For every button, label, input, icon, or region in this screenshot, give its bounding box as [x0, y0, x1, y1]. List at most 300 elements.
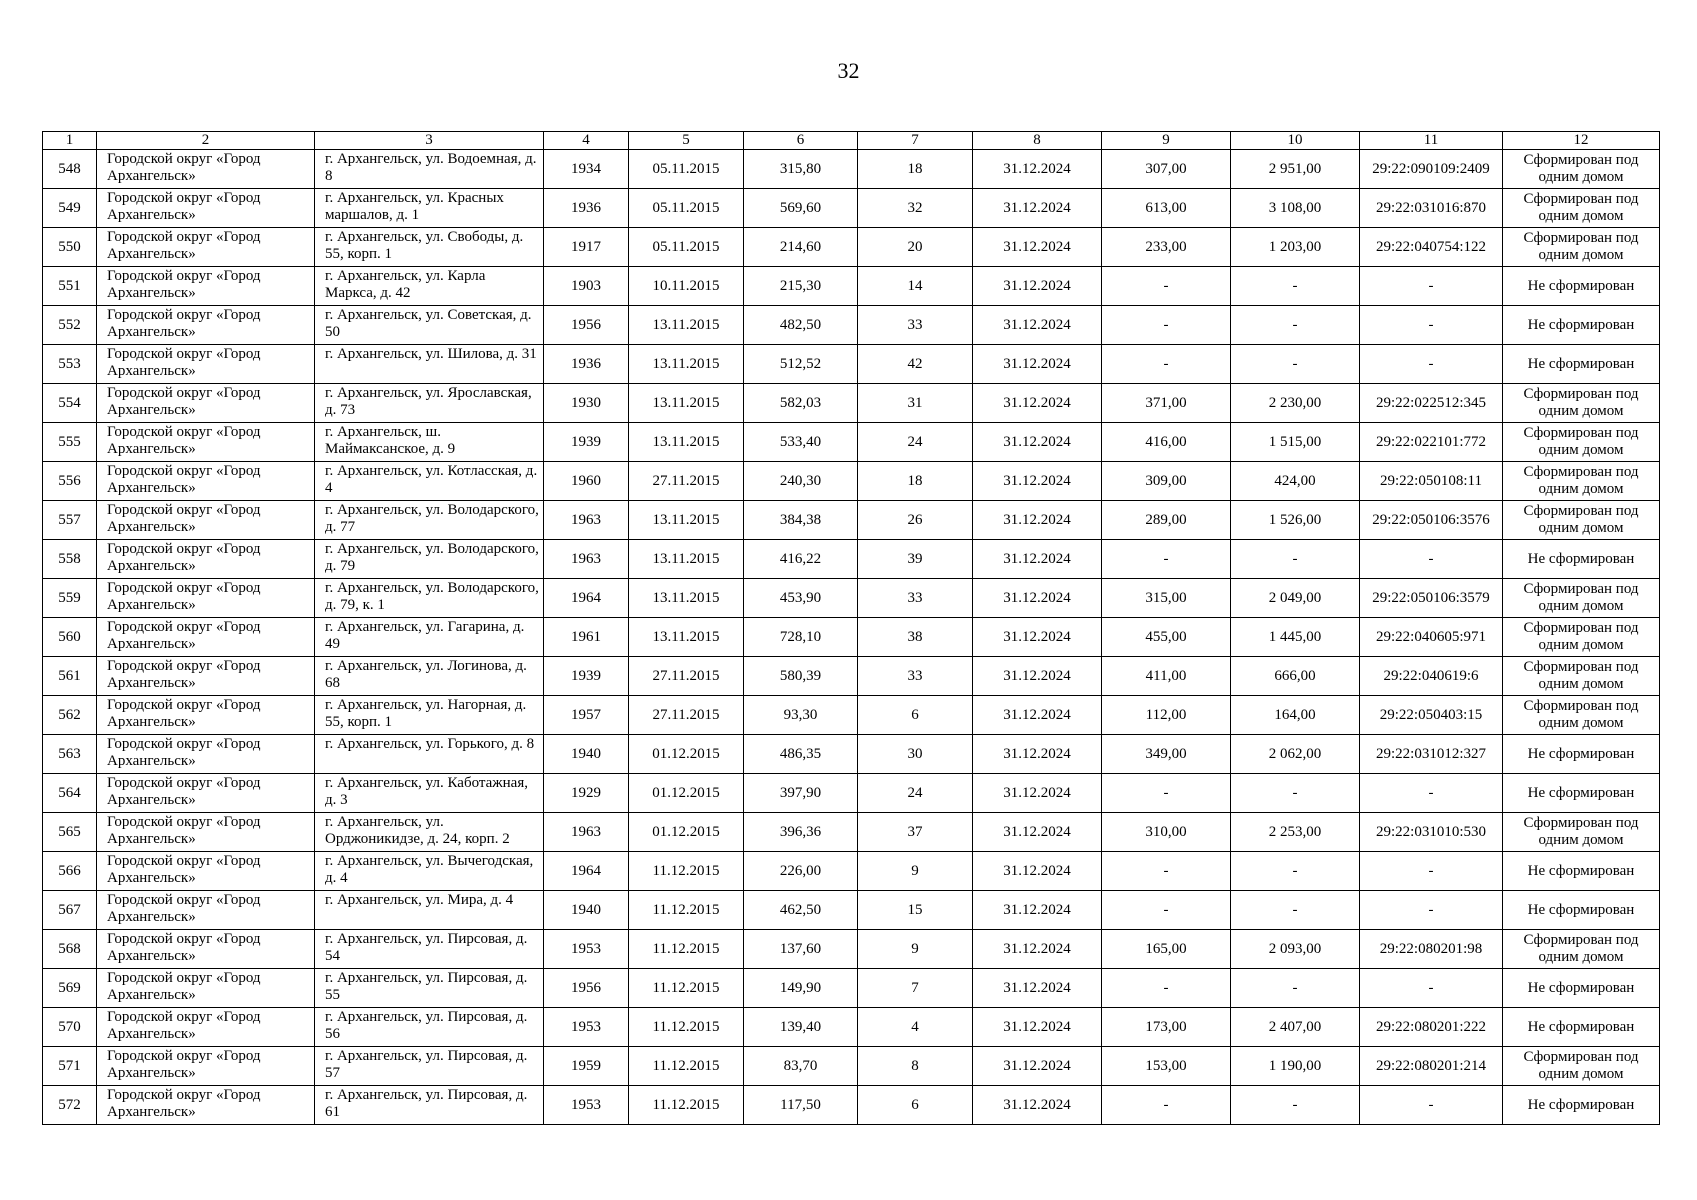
cell-year: 1963: [544, 540, 629, 579]
cell-owner: Городской округ «Город Архангельск»: [97, 462, 315, 501]
cell-date-recognized: 13.11.2015: [629, 306, 744, 345]
cell-owner: Городской округ «Город Архангельск»: [97, 1086, 315, 1125]
cell-date-recognized: 11.12.2015: [629, 969, 744, 1008]
cell-resettlement-deadline: 31.12.2024: [973, 813, 1102, 852]
cell-land-area: 173,00: [1102, 1008, 1231, 1047]
cell-land-area: 315,00: [1102, 579, 1231, 618]
cell-residents: 20: [858, 228, 973, 267]
cell-area: 728,10: [744, 618, 858, 657]
cell-land-area: -: [1102, 540, 1231, 579]
cell-date-recognized: 05.11.2015: [629, 228, 744, 267]
table-row: [43, 618, 1660, 657]
cell-address: г. Архангельск, ш. Маймаксанское, д. 9: [315, 423, 544, 462]
cell-resettlement-deadline: 31.12.2024: [973, 891, 1102, 930]
cell-row-number: 558: [43, 540, 97, 579]
cell-land-status: Сформирован под одним домом: [1503, 462, 1660, 501]
cell-date-recognized: 11.12.2015: [629, 1086, 744, 1125]
page-number: 32: [837, 58, 860, 83]
cell-row-number: 559: [43, 579, 97, 618]
cell-cadastral-value: -: [1231, 540, 1360, 579]
cell-owner: Городской округ «Город Архангельск»: [97, 852, 315, 891]
cell-row-number: 564: [43, 774, 97, 813]
cell-year: 1939: [544, 657, 629, 696]
table-row: [43, 267, 1660, 306]
cell-date-recognized: 11.12.2015: [629, 1047, 744, 1086]
cell-cadastral-value: 1 190,00: [1231, 1047, 1360, 1086]
cell-row-number: 567: [43, 891, 97, 930]
cell-address: г. Архангельск, ул. Карла Маркса, д. 42: [315, 267, 544, 306]
cell-row-number: 565: [43, 813, 97, 852]
cell-date-recognized: 11.12.2015: [629, 891, 744, 930]
cell-date-recognized: 27.11.2015: [629, 657, 744, 696]
cell-owner: Городской округ «Город Архангельск»: [97, 150, 315, 189]
cell-row-number: 568: [43, 930, 97, 969]
cell-cadastral-number: -: [1360, 345, 1503, 384]
cell-cadastral-number: -: [1360, 267, 1503, 306]
cell-area: 416,22: [744, 540, 858, 579]
cell-cadastral-value: 2 407,00: [1231, 1008, 1360, 1047]
table-row: [43, 735, 1660, 774]
cell-address: г. Архангельск, ул. Пирсовая, д. 61: [315, 1086, 544, 1125]
cell-date-recognized: 13.11.2015: [629, 540, 744, 579]
column-header-date-recognized: 5: [629, 132, 744, 150]
cell-address: г. Архангельск, ул. Водоемная, д. 8: [315, 150, 544, 189]
cell-address: г. Архангельск, ул. Вычегодская, д. 4: [315, 852, 544, 891]
cell-cadastral-value: -: [1231, 774, 1360, 813]
cell-address: г. Архангельск, ул. Свободы, д. 55, корп. 1: [315, 228, 544, 267]
cell-resettlement-deadline: 31.12.2024: [973, 150, 1102, 189]
cell-land-status: Не сформирован: [1503, 969, 1660, 1008]
table-row: [43, 306, 1660, 345]
cell-land-status: Сформирован под одним домом: [1503, 1047, 1660, 1086]
cell-owner: Городской округ «Город Архангельск»: [97, 1008, 315, 1047]
column-header-resettlement-deadline: 8: [973, 132, 1102, 150]
cell-owner: Городской округ «Город Архангельск»: [97, 1047, 315, 1086]
cell-area: 83,70: [744, 1047, 858, 1086]
table-row: [43, 189, 1660, 228]
table-row: [43, 384, 1660, 423]
cell-land-status: Не сформирован: [1503, 306, 1660, 345]
cell-owner: Городской округ «Город Архангельск»: [97, 189, 315, 228]
cell-resettlement-deadline: 31.12.2024: [973, 696, 1102, 735]
cell-year: 1934: [544, 150, 629, 189]
cell-year: 1929: [544, 774, 629, 813]
cell-cadastral-number: 29:22:031010:530: [1360, 813, 1503, 852]
cell-land-area: 153,00: [1102, 1047, 1231, 1086]
cell-cadastral-value: 2 093,00: [1231, 930, 1360, 969]
cell-land-area: 233,00: [1102, 228, 1231, 267]
header-row: [43, 132, 1660, 150]
cell-row-number: 569: [43, 969, 97, 1008]
cell-residents: 31: [858, 384, 973, 423]
cell-year: 1956: [544, 306, 629, 345]
cell-cadastral-number: 29:22:040619:6: [1360, 657, 1503, 696]
cell-address: г. Архангельск, ул. Советская, д. 50: [315, 306, 544, 345]
cell-owner: Городской округ «Город Архангельск»: [97, 696, 315, 735]
cell-land-status: Сформирован под одним домом: [1503, 813, 1660, 852]
cell-row-number: 556: [43, 462, 97, 501]
column-header-year: 4: [544, 132, 629, 150]
cell-owner: Городской округ «Город Архангельск»: [97, 735, 315, 774]
cell-area: 149,90: [744, 969, 858, 1008]
cell-resettlement-deadline: 31.12.2024: [973, 540, 1102, 579]
cell-year: 1936: [544, 189, 629, 228]
cell-owner: Городской округ «Город Архангельск»: [97, 345, 315, 384]
column-header-land-area: 9: [1102, 132, 1231, 150]
cell-resettlement-deadline: 31.12.2024: [973, 852, 1102, 891]
cell-area: 117,50: [744, 1086, 858, 1125]
cell-owner: Городской округ «Город Архангельск»: [97, 384, 315, 423]
cell-resettlement-deadline: 31.12.2024: [973, 228, 1102, 267]
cell-cadastral-value: 666,00: [1231, 657, 1360, 696]
cell-residents: 8: [858, 1047, 973, 1086]
cell-cadastral-number: 29:22:031016:870: [1360, 189, 1503, 228]
cell-row-number: 566: [43, 852, 97, 891]
cell-row-number: 562: [43, 696, 97, 735]
cell-row-number: 572: [43, 1086, 97, 1125]
cell-land-area: -: [1102, 1086, 1231, 1125]
cell-owner: Городской округ «Город Архангельск»: [97, 501, 315, 540]
cell-land-status: Не сформирован: [1503, 1086, 1660, 1125]
cell-area: 396,36: [744, 813, 858, 852]
cell-cadastral-value: 2 951,00: [1231, 150, 1360, 189]
cell-row-number: 560: [43, 618, 97, 657]
cell-resettlement-deadline: 31.12.2024: [973, 1008, 1102, 1047]
cell-date-recognized: 13.11.2015: [629, 345, 744, 384]
cell-address: г. Архангельск, ул. Нагорная, д. 55, корп. 1: [315, 696, 544, 735]
cell-year: 1960: [544, 462, 629, 501]
cell-land-status: Сформирован под одним домом: [1503, 189, 1660, 228]
cell-area: 580,39: [744, 657, 858, 696]
cell-area: 582,03: [744, 384, 858, 423]
cell-area: 137,60: [744, 930, 858, 969]
cell-land-area: -: [1102, 852, 1231, 891]
cell-area: 533,40: [744, 423, 858, 462]
cell-residents: 42: [858, 345, 973, 384]
cell-address: г. Архангельск, ул. Володарского, д. 77: [315, 501, 544, 540]
cell-land-area: 289,00: [1102, 501, 1231, 540]
cell-resettlement-deadline: 31.12.2024: [973, 462, 1102, 501]
cell-cadastral-number: 29:22:022101:772: [1360, 423, 1503, 462]
cell-resettlement-deadline: 31.12.2024: [973, 657, 1102, 696]
cell-year: 1940: [544, 735, 629, 774]
cell-land-area: -: [1102, 969, 1231, 1008]
cell-owner: Городской округ «Город Архангельск»: [97, 579, 315, 618]
cell-resettlement-deadline: 31.12.2024: [973, 1086, 1102, 1125]
cell-cadastral-value: 2 253,00: [1231, 813, 1360, 852]
cell-land-status: Сформирован под одним домом: [1503, 423, 1660, 462]
cell-cadastral-number: -: [1360, 1086, 1503, 1125]
cell-date-recognized: 01.12.2015: [629, 774, 744, 813]
cell-land-status: Сформирован под одним домом: [1503, 618, 1660, 657]
cell-address: г. Архангельск, ул. Горького, д. 8: [315, 735, 544, 774]
table-row: [43, 540, 1660, 579]
cell-land-status: Сформирован под одним домом: [1503, 150, 1660, 189]
cell-area: 486,35: [744, 735, 858, 774]
cell-resettlement-deadline: 31.12.2024: [973, 384, 1102, 423]
cell-year: 1903: [544, 267, 629, 306]
cell-area: 315,80: [744, 150, 858, 189]
cell-land-area: 371,00: [1102, 384, 1231, 423]
cell-date-recognized: 13.11.2015: [629, 579, 744, 618]
cell-resettlement-deadline: 31.12.2024: [973, 423, 1102, 462]
cell-row-number: 548: [43, 150, 97, 189]
cell-residents: 9: [858, 930, 973, 969]
cell-owner: Городской округ «Город Архангельск»: [97, 657, 315, 696]
table-row: [43, 969, 1660, 1008]
cell-cadastral-number: 29:22:022512:345: [1360, 384, 1503, 423]
cell-address: г. Архангельск, ул. Ярославская, д. 73: [315, 384, 544, 423]
cell-cadastral-number: 29:22:050106:3579: [1360, 579, 1503, 618]
cell-area: 482,50: [744, 306, 858, 345]
cell-cadastral-number: -: [1360, 774, 1503, 813]
cell-cadastral-value: -: [1231, 306, 1360, 345]
cell-date-recognized: 13.11.2015: [629, 423, 744, 462]
table-row: [43, 423, 1660, 462]
cell-residents: 15: [858, 891, 973, 930]
cell-area: 215,30: [744, 267, 858, 306]
column-header-residents: 7: [858, 132, 973, 150]
cell-cadastral-value: -: [1231, 891, 1360, 930]
column-header-cadastral-number: 11: [1360, 132, 1503, 150]
cell-date-recognized: 05.11.2015: [629, 150, 744, 189]
cell-date-recognized: 27.11.2015: [629, 462, 744, 501]
cell-cadastral-value: 2 230,00: [1231, 384, 1360, 423]
cell-area: 512,52: [744, 345, 858, 384]
cell-date-recognized: 13.11.2015: [629, 501, 744, 540]
cell-cadastral-number: 29:22:050403:15: [1360, 696, 1503, 735]
cell-land-status: Не сформирован: [1503, 540, 1660, 579]
table-row: [43, 150, 1660, 189]
cell-owner: Городской округ «Город Архангельск»: [97, 774, 315, 813]
cell-land-area: 455,00: [1102, 618, 1231, 657]
cell-row-number: 551: [43, 267, 97, 306]
cell-residents: 24: [858, 423, 973, 462]
cell-residents: 14: [858, 267, 973, 306]
cell-date-recognized: 01.12.2015: [629, 813, 744, 852]
cell-cadastral-number: 29:22:080201:222: [1360, 1008, 1503, 1047]
cell-owner: Городской округ «Город Архангельск»: [97, 618, 315, 657]
cell-owner: Городской округ «Город Архангельск»: [97, 813, 315, 852]
cell-land-area: 112,00: [1102, 696, 1231, 735]
cell-address: г. Архангельск, ул. Логинова, д. 68: [315, 657, 544, 696]
cell-land-status: Не сформирован: [1503, 774, 1660, 813]
cell-address: г. Архангельск, ул. Орджоникидзе, д. 24, корп. 2: [315, 813, 544, 852]
cell-date-recognized: 11.12.2015: [629, 930, 744, 969]
column-header-land-status: 12: [1503, 132, 1660, 150]
cell-row-number: 553: [43, 345, 97, 384]
cell-year: 1939: [544, 423, 629, 462]
cell-land-area: -: [1102, 774, 1231, 813]
cell-year: 1956: [544, 969, 629, 1008]
table-row: [43, 579, 1660, 618]
cell-cadastral-value: 2 062,00: [1231, 735, 1360, 774]
cell-residents: 26: [858, 501, 973, 540]
cell-cadastral-number: 29:22:040754:122: [1360, 228, 1503, 267]
cell-land-status: Сформирован под одним домом: [1503, 384, 1660, 423]
cell-address: г. Архангельск, ул. Котласская, д. 4: [315, 462, 544, 501]
cell-area: 240,30: [744, 462, 858, 501]
cell-owner: Городской округ «Город Архангельск»: [97, 891, 315, 930]
cell-row-number: 555: [43, 423, 97, 462]
cell-year: 1964: [544, 579, 629, 618]
cell-address: г. Архангельск, ул. Пирсовая, д. 54: [315, 930, 544, 969]
cell-address: г. Архангельск, ул. Пирсовая, д. 57: [315, 1047, 544, 1086]
cell-row-number: 550: [43, 228, 97, 267]
cell-cadastral-number: -: [1360, 540, 1503, 579]
table-row: [43, 345, 1660, 384]
cell-address: г. Архангельск, ул. Красных маршалов, д. 1: [315, 189, 544, 228]
table-row: [43, 501, 1660, 540]
cell-resettlement-deadline: 31.12.2024: [973, 930, 1102, 969]
table-row: [43, 891, 1660, 930]
housing-register-table: [42, 131, 1660, 1125]
cell-year: 1961: [544, 618, 629, 657]
table-row: [43, 930, 1660, 969]
cell-row-number: 571: [43, 1047, 97, 1086]
table-body: [43, 150, 1660, 1125]
cell-cadastral-number: 29:22:080201:214: [1360, 1047, 1503, 1086]
cell-land-status: Не сформирован: [1503, 345, 1660, 384]
column-header-owner: 2: [97, 132, 315, 150]
cell-cadastral-value: 1 203,00: [1231, 228, 1360, 267]
cell-date-recognized: 01.12.2015: [629, 735, 744, 774]
column-header-area: 6: [744, 132, 858, 150]
cell-row-number: 552: [43, 306, 97, 345]
cell-year: 1936: [544, 345, 629, 384]
cell-residents: 6: [858, 1086, 973, 1125]
cell-address: г. Архангельск, ул. Шилова, д. 31: [315, 345, 544, 384]
cell-resettlement-deadline: 31.12.2024: [973, 267, 1102, 306]
cell-cadastral-value: 3 108,00: [1231, 189, 1360, 228]
cell-area: 397,90: [744, 774, 858, 813]
cell-address: г. Архангельск, ул. Пирсовая, д. 56: [315, 1008, 544, 1047]
column-header-cadastral-value: 10: [1231, 132, 1360, 150]
cell-land-area: -: [1102, 267, 1231, 306]
cell-land-area: -: [1102, 306, 1231, 345]
cell-row-number: 563: [43, 735, 97, 774]
cell-cadastral-number: -: [1360, 852, 1503, 891]
cell-year: 1957: [544, 696, 629, 735]
cell-land-area: 349,00: [1102, 735, 1231, 774]
table-row: [43, 696, 1660, 735]
table-row: [43, 1086, 1660, 1125]
cell-area: 139,40: [744, 1008, 858, 1047]
cell-cadastral-value: 164,00: [1231, 696, 1360, 735]
cell-resettlement-deadline: 31.12.2024: [973, 189, 1102, 228]
cell-resettlement-deadline: 31.12.2024: [973, 501, 1102, 540]
cell-date-recognized: 27.11.2015: [629, 696, 744, 735]
cell-year: 1963: [544, 501, 629, 540]
cell-residents: 30: [858, 735, 973, 774]
cell-residents: 33: [858, 579, 973, 618]
cell-resettlement-deadline: 31.12.2024: [973, 969, 1102, 1008]
cell-cadastral-value: 424,00: [1231, 462, 1360, 501]
cell-area: 384,38: [744, 501, 858, 540]
cell-resettlement-deadline: 31.12.2024: [973, 1047, 1102, 1086]
cell-owner: Городской округ «Город Архангельск»: [97, 930, 315, 969]
cell-row-number: 554: [43, 384, 97, 423]
cell-date-recognized: 11.12.2015: [629, 1008, 744, 1047]
cell-year: 1917: [544, 228, 629, 267]
cell-cadastral-value: -: [1231, 267, 1360, 306]
cell-date-recognized: 13.11.2015: [629, 384, 744, 423]
cell-land-area: 309,00: [1102, 462, 1231, 501]
cell-resettlement-deadline: 31.12.2024: [973, 774, 1102, 813]
cell-resettlement-deadline: 31.12.2024: [973, 579, 1102, 618]
cell-residents: 32: [858, 189, 973, 228]
cell-year: 1953: [544, 1086, 629, 1125]
cell-owner: Городской округ «Город Архангельск»: [97, 228, 315, 267]
cell-row-number: 549: [43, 189, 97, 228]
cell-owner: Городской округ «Город Архангельск»: [97, 423, 315, 462]
cell-land-area: 416,00: [1102, 423, 1231, 462]
cell-address: г. Архангельск, ул. Каботажная, д. 3: [315, 774, 544, 813]
cell-land-area: 307,00: [1102, 150, 1231, 189]
cell-year: 1953: [544, 930, 629, 969]
cell-area: 569,60: [744, 189, 858, 228]
cell-resettlement-deadline: 31.12.2024: [973, 618, 1102, 657]
cell-resettlement-deadline: 31.12.2024: [973, 735, 1102, 774]
table-row: [43, 657, 1660, 696]
cell-area: 453,90: [744, 579, 858, 618]
cell-land-status: Сформирован под одним домом: [1503, 579, 1660, 618]
table-row: [43, 813, 1660, 852]
cell-address: г. Архангельск, ул. Гагарина, д. 49: [315, 618, 544, 657]
column-header-row-number: 1: [43, 132, 97, 150]
cell-area: 93,30: [744, 696, 858, 735]
table-row: [43, 1047, 1660, 1086]
cell-land-status: Сформирован под одним домом: [1503, 228, 1660, 267]
cell-residents: 33: [858, 657, 973, 696]
cell-address: г. Архангельск, ул. Володарского, д. 79, к. 1: [315, 579, 544, 618]
cell-year: 1963: [544, 813, 629, 852]
table-row: [43, 852, 1660, 891]
cell-cadastral-number: 29:22:080201:98: [1360, 930, 1503, 969]
cell-cadastral-value: -: [1231, 852, 1360, 891]
cell-resettlement-deadline: 31.12.2024: [973, 345, 1102, 384]
cell-residents: 9: [858, 852, 973, 891]
cell-residents: 33: [858, 306, 973, 345]
cell-area: 214,60: [744, 228, 858, 267]
cell-resettlement-deadline: 31.12.2024: [973, 306, 1102, 345]
cell-residents: 7: [858, 969, 973, 1008]
cell-date-recognized: 11.12.2015: [629, 852, 744, 891]
cell-residents: 6: [858, 696, 973, 735]
cell-cadastral-number: 29:22:040605:971: [1360, 618, 1503, 657]
cell-cadastral-number: 29:22:050108:11: [1360, 462, 1503, 501]
cell-residents: 4: [858, 1008, 973, 1047]
table-row: [43, 228, 1660, 267]
cell-row-number: 557: [43, 501, 97, 540]
cell-cadastral-number: 29:22:050106:3576: [1360, 501, 1503, 540]
cell-owner: Городской округ «Город Архангельск»: [97, 969, 315, 1008]
cell-cadastral-value: 1 526,00: [1231, 501, 1360, 540]
cell-area: 226,00: [744, 852, 858, 891]
cell-land-status: Не сформирован: [1503, 1008, 1660, 1047]
cell-owner: Городской округ «Город Архангельск»: [97, 267, 315, 306]
cell-land-status: Сформирован под одним домом: [1503, 501, 1660, 540]
cell-residents: 37: [858, 813, 973, 852]
table-row: [43, 1008, 1660, 1047]
cell-cadastral-value: 1 445,00: [1231, 618, 1360, 657]
cell-land-area: 411,00: [1102, 657, 1231, 696]
cell-owner: Городской округ «Город Архангельск»: [97, 540, 315, 579]
cell-date-recognized: 05.11.2015: [629, 189, 744, 228]
cell-date-recognized: 13.11.2015: [629, 618, 744, 657]
column-header-address: 3: [315, 132, 544, 150]
cell-residents: 39: [858, 540, 973, 579]
